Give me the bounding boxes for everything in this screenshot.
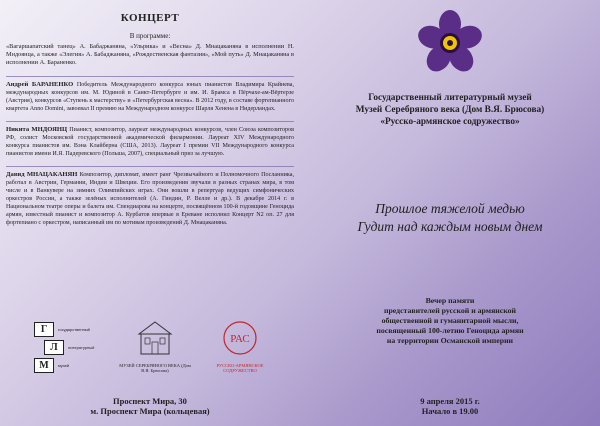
event-line: представителей русской и армянской xyxy=(383,306,517,315)
divider xyxy=(6,121,294,122)
bio-text: Композитор, дипломат, имеет ранг Чрезвычайного и Полномочного Посланника, работал в Австрии, Германии, Индии и Швеции. Его произведения звучали в разных странах мира, в том числе и в Ванкувере на зимних Олимпийских играх. Они вошли в репертуар ведущих симфонических оркестров России, а также зелёных исполнителей (А. Гиндин, Р. Велле и др.). В декабре 2014 г. в Национальном театре оперы и балета им. Спендиарова на концерте, посвящённом 100-й годовщине Геноцида армян, известный пианист и композитор А. Курбатов впервые в Ереване исполнил Концерт N2 оп. 27 для фортепиано с оркестром, написанный им по мотивам произведений Д. Мнацаканяна. xyxy=(6,171,294,226)
event-datetime xyxy=(300,396,600,416)
logos-row xyxy=(30,320,290,380)
event-line: посвященный 100-летию Геноцида армян xyxy=(376,326,524,335)
address-metro: м. Проспект Мира (кольцевая) xyxy=(90,406,210,416)
bio-mndoyants xyxy=(6,126,294,158)
silver-age-museum-logo xyxy=(115,320,195,378)
ras-emblem-icon xyxy=(221,320,259,356)
russian-armenian-logo xyxy=(200,320,280,378)
logo-letter: Г xyxy=(34,322,54,337)
bio-name: Андрей БАРАНЕНКО xyxy=(6,80,74,88)
poem-epigraph xyxy=(300,200,600,236)
house-icon xyxy=(135,320,175,356)
logo-label: государственный xyxy=(58,327,90,332)
concert-title: КОНЦЕРТ xyxy=(120,12,180,24)
bio-text: Пианист, композитор, лауреат международных конкурсов, член Союза композиторов РФ, солист Московской государственной академической филармонии. Лауреат XIV Международного конкурса пианистов им. Вэна Клайберна (США, 2013). Лауреат I премии VII Международного конкурса пианистов имени И.Я. Падеревского (Польша, 2007), специальный приз за лучшую. xyxy=(6,126,294,157)
event-line: на территории Османской империи xyxy=(386,336,514,345)
event-line: Вечер памяти xyxy=(425,296,475,305)
bio-name: Давид МНАЦАКАНЯН xyxy=(6,170,78,178)
event-date: 9 апреля 2015 г. xyxy=(420,396,480,406)
divider xyxy=(6,166,294,167)
poem-line: Прошлое тяжелой медью xyxy=(375,201,525,216)
ra-caption: РУССКО-АРМЯНСКОЕ СОДРУЖЕСТВО xyxy=(216,363,264,373)
divider xyxy=(6,76,294,77)
event-time: Начало в 19.00 xyxy=(421,406,479,416)
address-street: Проспект Мира, 30 xyxy=(113,396,187,406)
organizers xyxy=(300,92,600,128)
event-line: общественной и гуманитарной мысли, xyxy=(381,316,519,325)
logo-label: литературный xyxy=(68,345,95,350)
organizer-line: «Русско-армянское содружество» xyxy=(380,117,520,127)
bio-baranenko xyxy=(6,81,294,113)
event-description xyxy=(300,296,600,346)
ras-mark: РАС xyxy=(230,333,250,345)
literary-museum-logo xyxy=(30,320,110,378)
bio-name: Никита МНДОЯНЦ xyxy=(6,125,68,133)
forget-me-not-icon xyxy=(417,10,483,76)
poem-line: Гудит над каждым новым днем xyxy=(357,219,543,234)
bio-mnatsakanyan xyxy=(6,171,294,227)
house-caption: МУЗЕЙ СЕРЕБРЯНОГО ВЕКА (Дом В.Я. Брюсова) xyxy=(119,363,191,373)
logo-letter: Л xyxy=(44,340,64,355)
bio-text: Победитель Международного конкурса юных пианистов Владимира Крайнева, международных конкурсов им. М. Юдиной в Санкт-Петербурге и им. И. Брамса в Пёрчахе-ам-Вёртерзе (Австрия), конкурсов «Ступень к мастерству» и «Петербургская весна». В 2012 году, в составе фортепианного квартета Anno Domini, завоевал II премию на Международном конкурсе Шарля Хенена в Нидерландах. xyxy=(6,81,294,112)
logo-letter: М xyxy=(34,358,54,373)
organizer-line: Музей Серебряного века (Дом В.Я. Брюсова) xyxy=(355,105,545,115)
logo-label: музей xyxy=(58,363,70,368)
program-heading: В программе: xyxy=(129,32,171,40)
right-panel xyxy=(300,0,600,426)
program-text: «Вагаршапатский танец» А. Бабаджаняна, «Ульрика» и «Весна» Д. Мнацаканяна в исполнении Н. Мндоянца, а также «Элегия» А. Бабаджаняна, «Рождественская фантазия», «Мой путь» Д. Мнацаканяна в исполнении А. Бараненко. xyxy=(6,43,294,67)
address xyxy=(0,396,300,416)
organizer-line: Государственный литературный музей xyxy=(368,93,532,103)
